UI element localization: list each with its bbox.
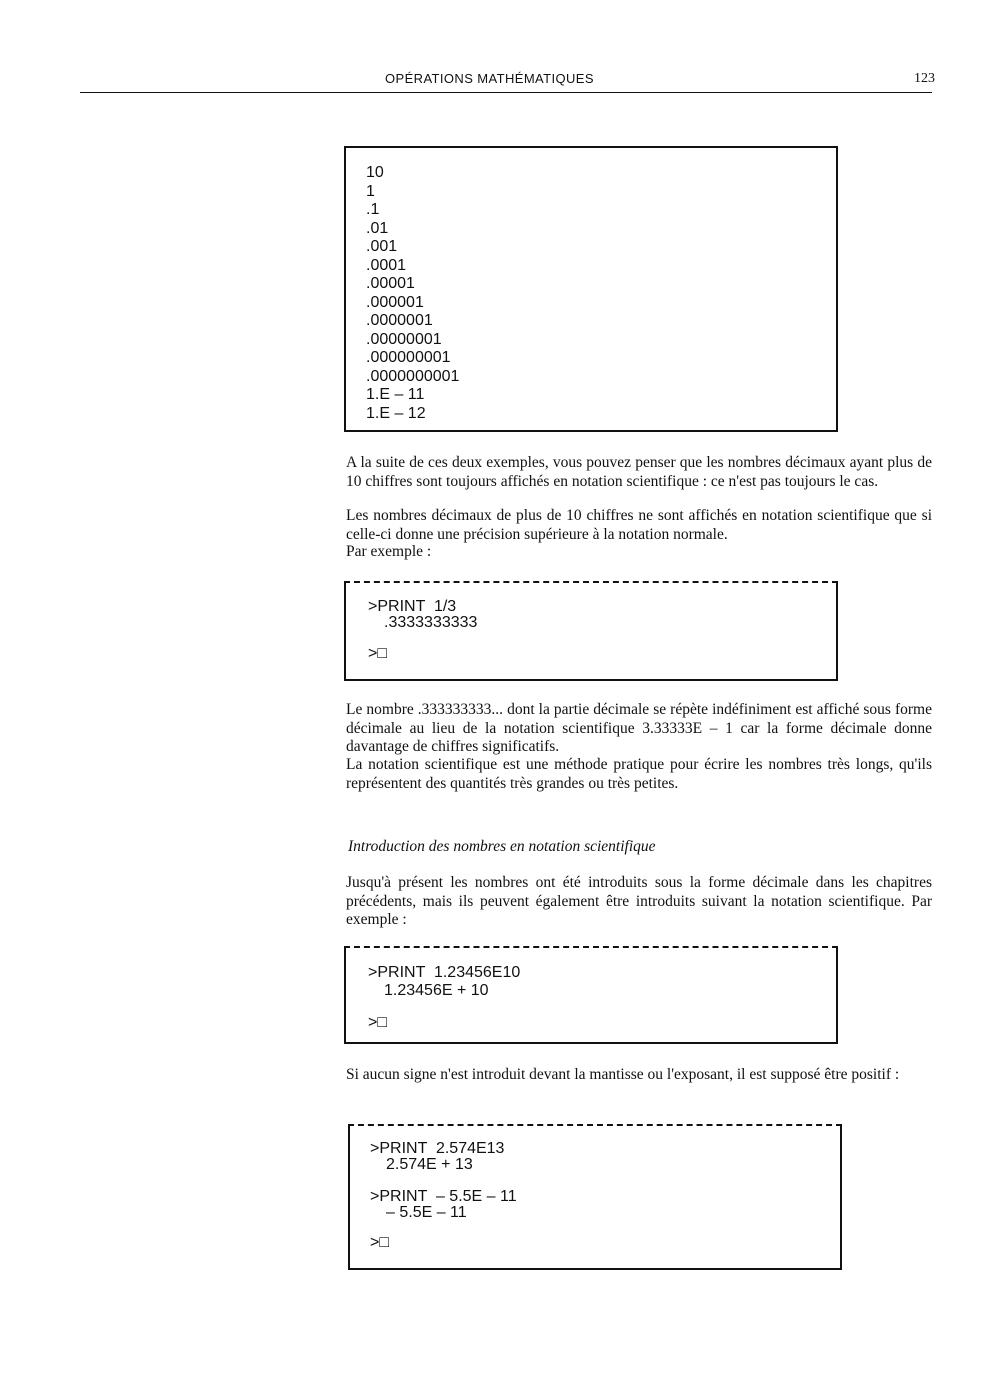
output-line: .0000001 — [366, 312, 433, 329]
terminal-output: .3333333333 — [384, 614, 478, 631]
paragraph-sign-rule: Si aucun signe n'est introduit devant la mantisse ou l'exposant, il est supposé être positif : — [346, 1066, 900, 1083]
terminal-output: – 5.5E – 11 — [386, 1204, 467, 1221]
output-listing — [366, 164, 459, 423]
output-line: 1.E – 11 — [366, 386, 425, 403]
header-divider — [80, 92, 932, 93]
terminal-box-print-large — [344, 946, 838, 1044]
terminal-box-print-third — [344, 581, 838, 681]
paragraph-input-notation: Jusqu'à présent les nombres ont été introduits sous la forme décimale dans les chapitres précédents, mais ils peuvent également être introduits suivant la notation scientifique. Par exemple : — [346, 874, 932, 928]
output-listing-box — [344, 146, 838, 432]
output-line: .00000001 — [366, 330, 442, 348]
terminal-output: 2.574E + 13 — [386, 1156, 473, 1173]
running-title: OPÉRATIONS MATHÉMATIQUES — [385, 71, 594, 86]
terminal-prompt: >□ — [368, 645, 388, 662]
output-line: 1 — [366, 182, 375, 200]
output-line: 1.E – 12 — [366, 404, 426, 422]
paragraph-rule: Les nombres décimaux de plus de 10 chiffres ne sont affichés en notation scientifique que si celle-ci donne une précision supérieure à la notation normale. — [346, 507, 932, 543]
output-line: .00001 — [366, 275, 415, 292]
terminal-prompt: >□ — [368, 1014, 388, 1031]
paragraph-intro: A la suite de ces deux exemples, vous pouvez penser que les nombres décimaux ayant plus de 10 chiffres sont toujours affichés en notation scientifique : ce n'est pas toujours le cas. — [346, 454, 932, 490]
paragraph-explanation: Le nombre .333333333... dont la partie décimale se répète indéfiniment est affiché sous forme décimale au lieu de la notation scientifique 3.33333E – 1 car la forme décimale donne davantage de chiffres significatifs. — [346, 701, 932, 755]
paragraph-scientific-notation: La notation scientifique est une méthode pratique pour écrire les nombres très longs, qu'ils représentent des quantités très grandes ou très petites. — [346, 756, 932, 792]
terminal-command: >PRINT 1/3 — [368, 598, 457, 615]
output-line: .1 — [366, 201, 380, 218]
page-number: 123 — [914, 71, 935, 86]
output-line: .0000000001 — [366, 367, 460, 385]
output-line: .001 — [366, 238, 398, 255]
terminal-command: >PRINT 2.574E13 — [370, 1140, 505, 1157]
terminal-command: >PRINT – 5.5E – 11 — [370, 1188, 517, 1205]
terminal-output: 1.23456E + 10 — [384, 982, 489, 999]
section-heading: Introduction des nombres en notation scientifique — [348, 838, 656, 855]
terminal-box-print-signed — [348, 1124, 842, 1270]
terminal-command: >PRINT 1.23456E10 — [368, 964, 521, 981]
paragraph-example-label: Par exemple : — [346, 543, 432, 560]
output-line: .0001 — [366, 256, 407, 274]
output-line: 10 — [366, 164, 384, 181]
output-line: .01 — [366, 219, 389, 237]
terminal-prompt: >□ — [370, 1234, 390, 1251]
output-line: .000001 — [366, 293, 424, 311]
output-line: .000000001 — [366, 349, 451, 366]
